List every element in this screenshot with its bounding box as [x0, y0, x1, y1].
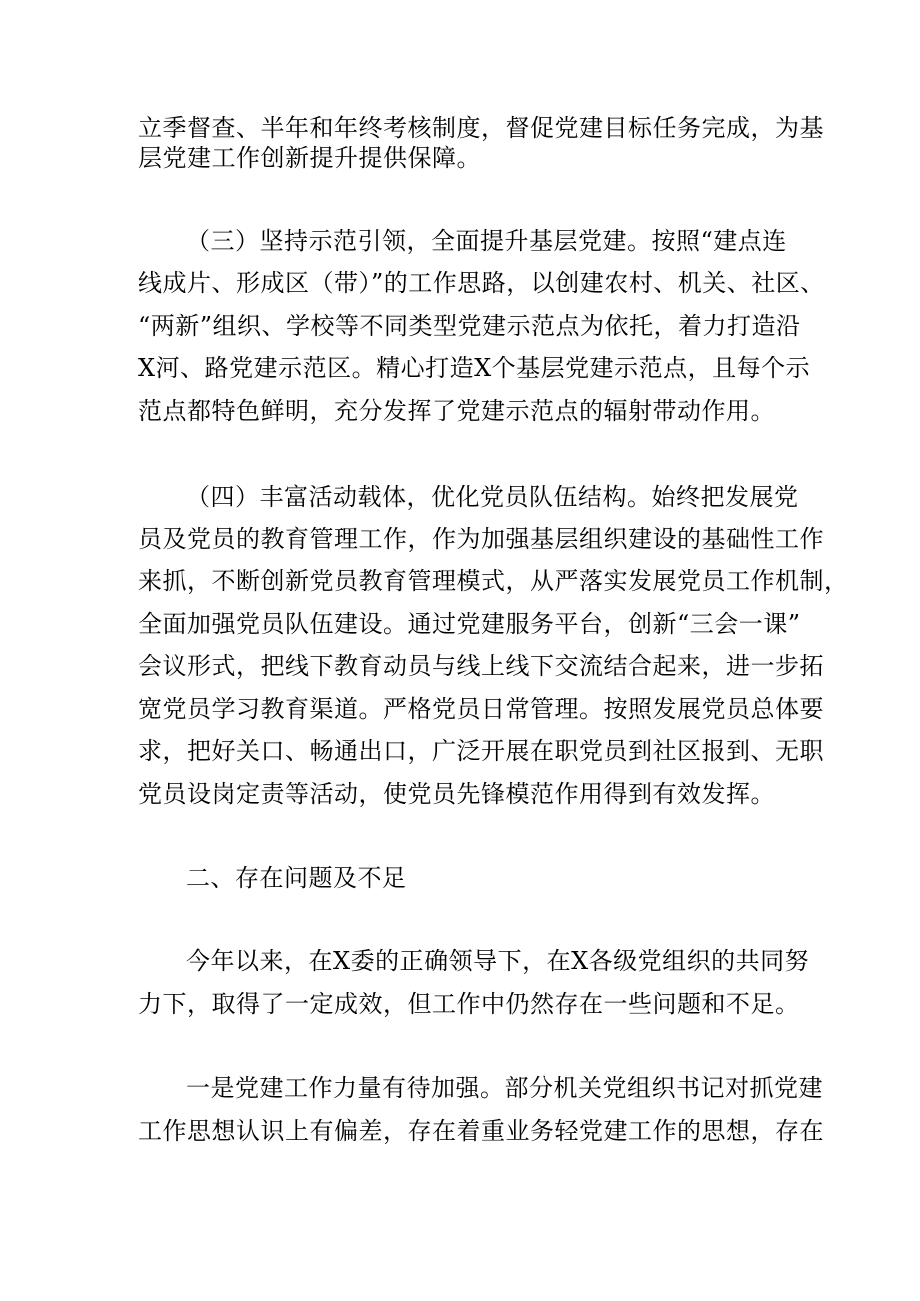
paragraph-4-line-1: 今年以来，在X委的正确领导下，在X各级党组织的共同努 [186, 947, 810, 975]
paragraph-3-line-4: 全面加强党员队伍建设。通过党建服务平台，创新“三会一课” [138, 610, 801, 638]
paragraph-3-line-3: 来抓，不断创新党员教育管理模式，从严落实发展党员工作机制， [138, 567, 849, 595]
paragraph-1-line-1: 立季督查、半年和年终考核制度，督促党建目标任务完成，为基 [138, 114, 824, 142]
paragraph-3-line-1: （四）丰富活动载体，优化党员队伍结构。始终把发展党 [186, 483, 799, 511]
paragraph-5-line-1: 一是党建工作力量有待加强。部分机关党组织书记对抓党建 [186, 1074, 823, 1102]
section-heading: 二、存在问题及不足 [186, 864, 407, 892]
paragraph-2-line-5: 范点都特色鲜明，充分发挥了党建示范点的辐射带动作用。 [138, 397, 775, 425]
paragraph-3-line-5: 会议形式，把线下教育动员与线上线下交流结合起来，进一步拓 [138, 652, 824, 680]
paragraph-3-line-6: 宽党员学习教育渠道。严格党员日常管理。按照发展党员总体要 [138, 695, 824, 723]
paragraph-2-line-4: X河、路党建示范区。精心打造X个基层党建示范点，且每个示 [138, 354, 811, 382]
paragraph-2-line-1: （三）坚持示范引领，全面提升基层党建。按照“建点连 [186, 227, 787, 255]
paragraph-3-line-7: 求，把好关口、畅通出口，广泛开展在职党员到社区报到、无职 [138, 737, 824, 765]
paragraph-2-line-3: “两新”组织、学校等不同类型党建示范点为依托，着力打造沿 [138, 312, 801, 340]
paragraph-4-line-2: 力下，取得了一定成效，但工作中仍然存在一些问题和不足。 [138, 990, 800, 1018]
paragraph-1-line-2: 层党建工作创新提升提供保障。 [138, 144, 481, 172]
paragraph-3-line-8: 党员设岗定责等活动，使党员先锋模范作用得到有效发挥。 [138, 780, 775, 808]
paragraph-5-line-2: 工作思想认识上有偏差，存在着重业务轻党建工作的思想，存在 [138, 1117, 824, 1145]
paragraph-2-line-2: 线成片、形成区（带）”的工作思路，以创建农村、机关、社区、 [138, 269, 825, 297]
paragraph-3-line-2: 员及党员的教育管理工作，作为加强基层组织建设的基础性工作 [138, 525, 824, 553]
